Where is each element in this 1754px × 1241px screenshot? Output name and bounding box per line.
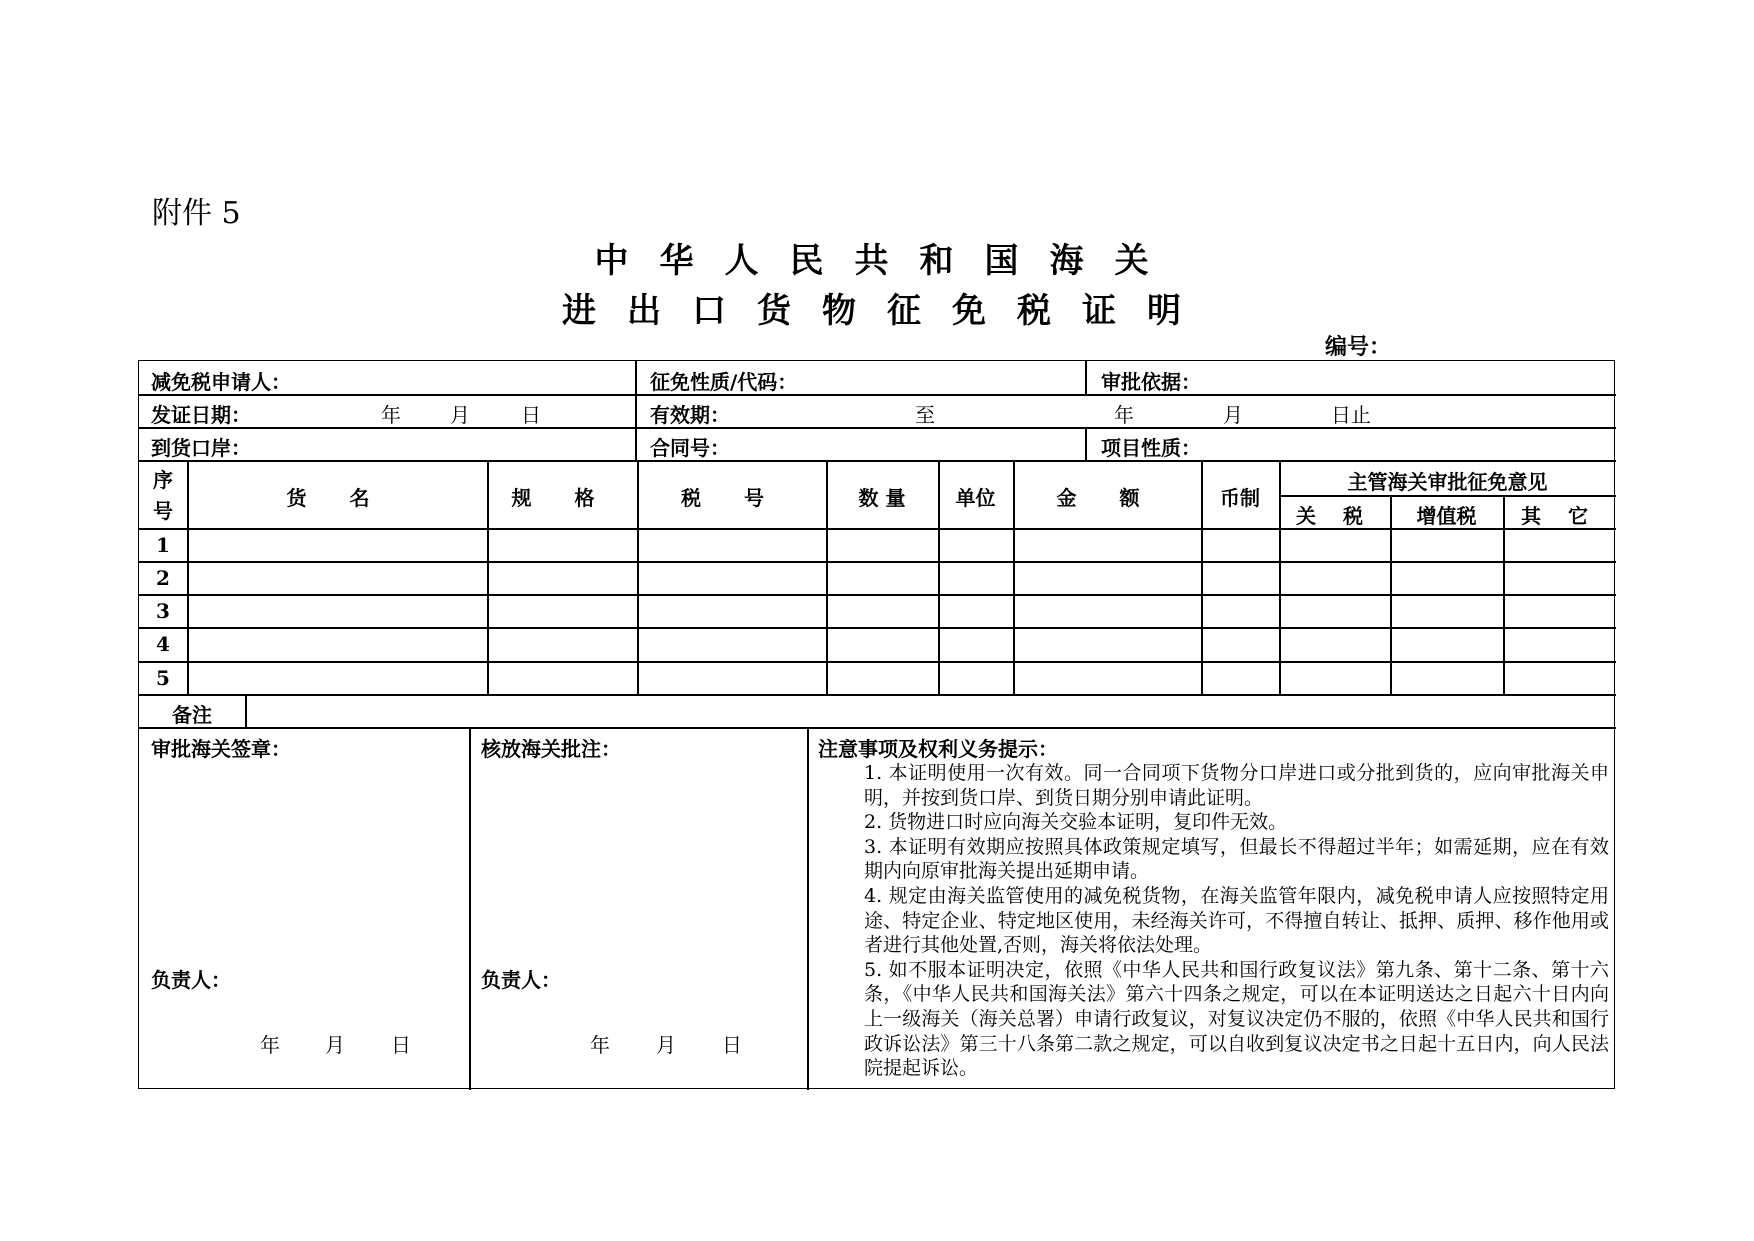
row-number: 3: [156, 599, 170, 623]
left-sign-day: 日: [391, 1033, 411, 1057]
col-tax-no-header: 税 号: [681, 486, 782, 510]
port-label: 到货口岸：: [151, 436, 251, 460]
approving-customs-seal-label: 审批海关签章：: [151, 737, 291, 761]
attachment-label: 附件 5: [152, 196, 241, 231]
col-qty-header: 数 量: [858, 486, 906, 510]
validity-year: 年: [1114, 403, 1134, 427]
certificate-form: [138, 360, 1615, 1089]
notice-item: 1. 本证明使用一次有效。同一合同项下货物分口岸进口或分批到货的，应向审批海关申明，并按到货口岸、到货日期分别申请此证明。: [864, 762, 1609, 809]
approval-basis-label: 审批依据：: [1101, 370, 1201, 394]
left-sign-year: 年: [260, 1033, 280, 1057]
notice-title: 注意事项及权利义务提示：: [818, 737, 1058, 761]
validity-to: 至: [915, 403, 935, 427]
validity-month: 月: [1223, 403, 1243, 427]
title-line-1: 中华人民共和国海关: [594, 241, 1180, 281]
serial-number-label: 编号：: [1325, 334, 1392, 360]
responsible-person-label: 负责人：: [481, 968, 561, 992]
col-amount-header: 金 额: [1056, 486, 1158, 510]
notice-item: 4. 规定由海关监管使用的减免税货物，在海关监管年限内，减免税申请人应按照特定用途、特定企业、特定地区使用，未经海关许可，不得擅自转让、抵押、质押、移作他用或者进行其他处置,否则，海关将依法处理。: [864, 884, 1609, 957]
middle-sign-month: 月: [656, 1033, 676, 1057]
col-goods-header: 货 名: [286, 486, 388, 510]
title-line-2: 进出口货物征免税证明: [562, 291, 1212, 331]
col-currency-header: 币制: [1220, 486, 1260, 510]
validity-day-until: 日止: [1331, 403, 1371, 427]
project-nature-label: 项目性质：: [1101, 436, 1201, 460]
row-number: 1: [156, 533, 170, 557]
nature-code-label: 征免性质/代码：: [650, 370, 798, 394]
validity-label: 有效期：: [650, 403, 730, 427]
releasing-customs-note-label: 核放海关批注：: [481, 737, 621, 761]
notice-item: 3. 本证明有效期应按照具体政策规定填写，但最长不得超过半年；如需延期，应在有效期内向原审批海关提出延期申请。: [864, 835, 1609, 883]
col-seq-header: 序号: [153, 468, 173, 523]
issue-month: 月: [450, 403, 470, 427]
row-number: 2: [156, 566, 170, 590]
row-number: 4: [156, 632, 170, 656]
issue-day: 日: [521, 403, 541, 427]
notice-list: [864, 761, 1609, 1081]
col-spec-header: 规 格: [511, 486, 613, 510]
issue-year: 年: [381, 403, 401, 427]
col-vat-header: 增值税: [1416, 504, 1477, 528]
middle-sign-year: 年: [590, 1033, 610, 1057]
applicant-label: 减免税申请人：: [151, 370, 291, 394]
notice-item: 2. 货物进口时应向海关交验本证明，复印件无效。: [864, 811, 1288, 834]
responsible-person-label: 负责人：: [151, 968, 231, 992]
col-unit-header: 单位: [955, 486, 996, 510]
contract-label: 合同号：: [650, 436, 730, 460]
col-other-header: 其 它: [1521, 504, 1598, 528]
remarks-label: 备注: [172, 703, 212, 727]
row-number: 5: [156, 666, 170, 690]
middle-sign-day: 日: [722, 1033, 742, 1057]
notice-item: 5. 如不服本证明决定，依照《中华人民共和国行政复议法》第九条、第十二条、第十六条，《中华人民共和国海关法》第六十四条之规定，可以在本证明送达之日起六十日内向上一级海关（海关总署）申请行政复议，对复议决定仍不服的，依照《中华人民共和国行政诉讼法》第三十八条第二款之规定，可以自收到复议决定书之日起十五日内，向人民法院提起诉讼。: [864, 958, 1609, 1080]
left-sign-month: 月: [325, 1033, 345, 1057]
issue-date-label: 发证日期：: [151, 403, 251, 427]
col-customs-opinion-header: 主管海关审批征免意见: [1347, 470, 1548, 494]
col-duty-header: 关 税: [1296, 504, 1373, 528]
